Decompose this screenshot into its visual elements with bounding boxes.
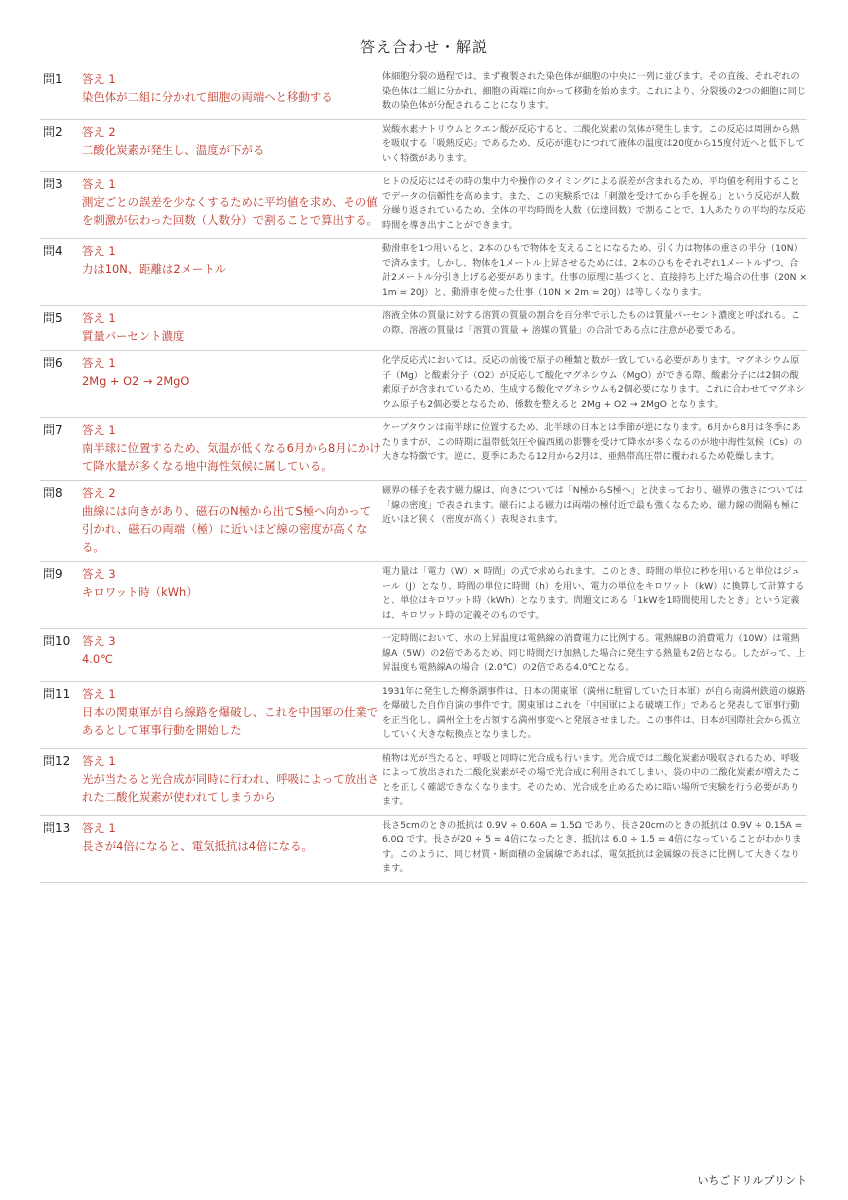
question-row [40,418,807,481]
question-number-cell [40,239,82,306]
answer-cell [82,418,382,481]
explanation-text: 溶液全体の質量に対する溶質の質量の割合を百分率で示したものは質量パーセント濃度と呼ばれる。この際、溶液の質量は「溶質の質量 + 溶媒の質量」の合計である点に注意が必要である。 [382,306,807,351]
answer-choice: 答え 1 [82,311,116,325]
answer-choice: 答え 1 [82,356,116,370]
answer-choice: 答え 1 [82,244,116,258]
answer-text: 2Mg + O2 → 2MgO [82,374,190,388]
explanation-text: ケープタウンは南半球に位置するため、北半球の日本とは季節が逆になります。6月から8月は冬季にあたりますが、この時期に温帯低気圧や偏西風の影響を受けて降水が多くなるのが地中海性気候（Cs）の大きな特徴です。逆に、夏季にあたる12月から2月は、亜熱帯高圧帯に覆われるため乾燥します。 [382,418,807,481]
footer-brand: いちごドリルプリント [697,1174,807,1187]
question-row [40,351,807,418]
answer-text: 南半球に位置するため、気温が低くなる6月から8月にかけて降水量が多くなる地中海性気候に属している。 [82,441,381,473]
answer-cell [82,306,382,351]
question-number: 問3 [43,177,63,191]
question-number: 問2 [43,124,63,139]
answer-text: 光が当たると光合成が同時に行われ、呼吸によって放出された二酸化炭素が使われてしまうから [82,771,379,804]
question-number-cell [40,67,82,119]
question-number: 問5 [43,311,63,325]
explanation-text: 電力量は「電力（W）× 時間」の式で求められます。このとき、時間の単位に秒を用いると単位はジュール（J）となり、時間の単位に時間（h）を用い、電力の単位をキロワット（kW）に換算して計算すると、単位はキロワット時（kWh）となります。問題文にある「1kWを1時間使用したとき」という定義は、キロワット時の定義そのものです。 [382,562,807,629]
explanation-text: 炭酸水素ナトリウムとクエン酸が反応すると、二酸化炭素の気体が発生します。この反応は周囲から熱を吸収する「吸熱反応」であるため、反応が進むにつれて液体の温度は20度から15度付近へと低下していく特徴があります。 [382,119,807,172]
explanation-text: 長さ5cmのときの抵抗は 0.9V ÷ 0.60A = 1.5Ω であり、長さ20cmのときの抵抗は 0.9V ÷ 0.15A = 6.0Ω です。長さが20 ÷ 5 = 4倍になったとき、抵抗は 6.0 ÷ 1.5 = 4倍になっていることがわかります。このように、同じ材質・断面積の金属線であれば、電気抵抗は金属線の長さに比例して大きくなります。 [382,815,807,882]
answer-cell [82,681,382,748]
question-number-cell [40,172,82,239]
question-row [40,239,807,306]
answer-cell [82,748,382,815]
question-number: 問1 [43,72,63,86]
answer-text: 日本の関東軍が自ら線路を爆破し、これを中国軍の仕業であるとして軍事行動を開始した [82,704,379,737]
answer-cell [82,239,382,306]
question-number: 問9 [43,567,63,581]
question-number-cell [40,748,82,815]
answer-text: 測定ごとの誤差を少なくするために平均値を求め、その値を刺激が伝わった回数（人数分）で割ることで算出する。 [82,195,379,227]
question-number: 問13 [43,820,71,835]
question-number-cell [40,418,82,481]
question-number-cell [40,481,82,562]
question-number-cell [40,562,82,629]
question-row [40,562,807,629]
question-number-cell [40,306,82,351]
answer-cell [82,629,382,682]
answer-text: 力は10N、距離は2メートル [82,262,227,276]
answer-cell [82,67,382,119]
explanation-text: ヒトの反応にはその時の集中力や操作のタイミングによる誤差が含まれるため、平均値を利用することでデータの信頼性を高めます。また、この実験系では「刺激を受けてから手を握る」という反応が人数分繰り返されているため、全体の平均時間を人数（伝達回数）で割ることで、1人あたりの平均的な反応時間を導き出すことができます。 [382,172,807,239]
question-number-cell [40,681,82,748]
question-row [40,67,807,119]
answer-cell [82,119,382,172]
answer-cell [82,351,382,418]
question-row [40,681,807,748]
question-number: 問8 [43,486,63,500]
question-row [40,629,807,682]
answer-text: 二酸化炭素が発生し、温度が下がる [82,142,265,157]
answer-choice: 答え 2 [82,124,116,139]
answer-choice: 答え 1 [82,686,116,701]
explanation-text: 化学反応式においては、反応の前後で原子の種類と数が一致している必要があります。マグネシウム原子（Mg）と酸素分子（O2）が反応して酸化マグネシウム（MgO）ができる際、酸素分子には2個の酸素原子が含まれているため、生成する酸化マグネシウムも2個必要になります。これに合わせてマグネシウム原子も2個必要となるため、係数を整えると 2Mg + O2 → 2MgO となります。 [382,351,807,418]
question-number: 問10 [43,634,71,648]
question-number: 問4 [43,244,63,258]
question-number-cell [40,815,82,882]
explanation-text: 1931年に発生した柳条湖事件は、日本の関東軍（満州に駐留していた日本軍）が自ら南満州鉄道の線路を爆破した自作自演の事件です。関東軍はこれを「中国軍による破壊工作」であると発表して軍事行動を正当化し、満州全土を占領する満州事変へと発展させました。この事件は、日本が国際社会から孤立していく大きな転換点となりました。 [382,681,807,748]
question-row [40,748,807,815]
explanation-text: 一定時間において、水の上昇温度は電熱線の消費電力に比例する。電熱線Bの消費電力（10W）は電熱線A（5W）の2倍であるため、同じ時間だけ加熱した場合に発生する熱量も2倍となる。したがって、上昇温度も電熱線Aの場合（2.0℃）の2倍である4.0℃となる。 [382,629,807,682]
explanation-text: 体細胞分裂の過程では、まず複製された染色体が細胞の中央に一列に並びます。その直後、それぞれの染色体は二組に分かれ、細胞の両端に向かって移動を始めます。これにより、分裂後の2つの細胞に同じ数の染色体が分配されることになります。 [382,67,807,119]
answer-text: 曲線には向きがあり、磁石のN極から出てS極へ向かって引かれ、磁石の両端（極）に近いほど線の密度が高くなる。 [82,504,372,554]
answer-text: キロワット時（kWh） [82,585,198,599]
explanation-text: 磁界の様子を表す磁力線は、向きについては「N極からS極へ」と決まっており、磁界の強さについては「線の密度」で表されます。磁石による磁力は両端の極付近で最も強くなるため、磁力線の間隔も極に近いほど狭く（密度が高く）表現されます。 [382,481,807,562]
question-row [40,815,807,882]
answer-choice: 答え 1 [82,72,116,86]
answer-choice: 答え 2 [82,486,116,500]
answer-choice: 答え 1 [82,423,116,437]
answer-choice: 答え 3 [82,634,116,648]
answer-text: 染色体が二組に分かれて細胞の両端へと移動する [82,90,333,104]
question-row [40,119,807,172]
question-number: 問6 [43,356,63,370]
question-number: 問12 [43,753,71,768]
answer-cell [82,481,382,562]
question-row [40,172,807,239]
question-number-cell [40,119,82,172]
answer-choice: 答え 3 [82,567,116,581]
question-number-cell [40,351,82,418]
answer-choice: 答え 1 [82,753,116,768]
answer-cell [82,815,382,882]
answer-choice: 答え 1 [82,820,116,835]
question-number: 問11 [43,686,71,701]
page-title: 答え合わせ・解説 [359,38,488,56]
question-row [40,306,807,351]
answer-table-body [40,67,807,882]
question-number-cell [40,629,82,682]
answer-text: 長さが4倍になると、電気抵抗は4倍になる。 [82,838,313,853]
explanation-text: 植物は光が当たると、呼吸と同時に光合成も行います。光合成では二酸化炭素が吸収されるため、呼吸によって放出された二酸化炭素がその場で光合成に利用されてしまい、袋の中の二酸化炭素が増えたことを正しく確認できなくなります。そのため、光合成を止めるために暗い場所で実験を行う必要があります。 [382,748,807,815]
question-row [40,481,807,562]
explanation-text: 動滑車を1つ用いると、2本のひもで物体を支えることになるため、引く力は物体の重さの半分（10N）で済みます。しかし、物体を1メートル上昇させるためには、2本のひもをそれぞれ1メートルずつ、合計2メートル分引き上げる必要があります。仕事の原理に基づくと、直接持ち上げた場合の仕事（20N × 1m = 20J）と、動滑車を使った仕事（10N × 2m = 20J）は等しくなります。 [382,239,807,306]
answer-choice: 答え 1 [82,177,116,191]
answer-table [40,67,807,883]
answer-text: 4.0℃ [82,652,113,666]
question-number: 問7 [43,423,63,437]
answer-text: 質量パーセント濃度 [82,329,185,343]
answer-cell [82,172,382,239]
answer-cell [82,562,382,629]
